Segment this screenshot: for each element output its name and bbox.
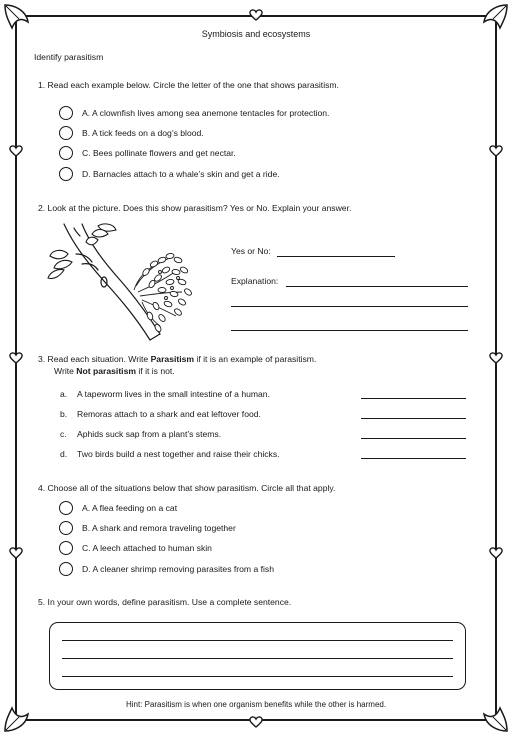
question-4-prompt: 4. Choose all of the situations below that show parasitism. Circle all that apply.: [38, 483, 336, 493]
corner-leaf-icon: [2, 2, 32, 32]
answer-circle-c[interactable]: [59, 146, 73, 160]
question-3-prompt: [38, 354, 316, 365]
explanation-label: Explanation:: [231, 276, 279, 286]
answer-circle-b[interactable]: [59, 521, 73, 535]
q1-option-d: D. Barnacles attach to a whale’s skin and get a ride.: [82, 169, 280, 179]
hint-text: Hint: Parasitism is when one organism benefits while the other is harmed.: [125, 700, 387, 709]
q3-answer-line[interactable]: [361, 398, 466, 399]
explanation-answer-line[interactable]: [231, 330, 468, 331]
q3-answer-line[interactable]: [361, 418, 466, 419]
heart-icon: [489, 145, 503, 157]
heart-icon: [9, 145, 23, 157]
yes-no-label: Yes or No:: [231, 246, 271, 256]
heart-icon: [249, 716, 263, 728]
q3-item-letter: a.: [60, 389, 68, 399]
definition-answer-line: [62, 658, 453, 659]
q3-prompt-keyword: Parasitism: [150, 354, 195, 364]
q3-answer-line[interactable]: [361, 458, 466, 459]
heart-icon: [489, 352, 503, 364]
q3-item-letter: d.: [60, 449, 68, 459]
answer-circle-d[interactable]: [59, 562, 73, 576]
q4-option-b: B. A shark and remora traveling together: [82, 523, 236, 533]
q3-prompt-text: Write: [54, 366, 77, 376]
corner-leaf-icon: [480, 2, 510, 32]
question-2-prompt: 2. Look at the picture. Does this show parasitism? Yes or No. Explain your answer.: [38, 203, 352, 213]
question-1-prompt: 1. Read each example below. Circle the letter of the one that shows parasitism.: [38, 80, 339, 90]
answer-circle-c[interactable]: [59, 541, 73, 555]
section-subtitle: Identify parasitism: [34, 52, 104, 62]
q3-item-text: Remoras attach to a shark and eat leftover food.: [77, 409, 261, 419]
q1-option-c: C. Bees pollinate flowers and get nectar.: [82, 148, 236, 158]
definition-answer-line: [62, 640, 453, 641]
q3-answer-line[interactable]: [361, 438, 466, 439]
definition-answer-box[interactable]: [49, 622, 466, 690]
q3-item-text: Two birds build a nest together and raise their chicks.: [77, 449, 280, 459]
q4-option-a: A. A flea feeding on a cat: [82, 503, 178, 513]
q4-option-d: D. A cleaner shrimp removing parasites from a fish: [82, 564, 275, 574]
heart-icon: [9, 547, 23, 559]
q3-item-letter: b.: [60, 409, 68, 419]
q3-prompt-text: 3. Read each situation. Write: [38, 354, 151, 364]
explanation-answer-line[interactable]: [231, 306, 468, 307]
q1-option-b: B. A tick feeds on a dog’s blood.: [82, 128, 204, 138]
q3-item-text: Aphids suck sap from a plant’s stems.: [77, 429, 222, 439]
heart-icon: [9, 352, 23, 364]
q3-prompt-text: if it is an example of parasitism.: [194, 354, 317, 364]
q4-option-c: C. A leech attached to human skin: [82, 543, 212, 553]
q3-item-letter: c.: [60, 429, 67, 439]
question-5-prompt: 5. In your own words, define parasitism. Use a complete sentence.: [38, 597, 292, 607]
question-3-prompt-line-2: [54, 366, 175, 377]
answer-circle-a[interactable]: [59, 501, 73, 515]
answer-circle-a[interactable]: [59, 106, 73, 120]
heart-icon: [489, 547, 503, 559]
answer-circle-d[interactable]: [59, 167, 73, 181]
page-title: Symbiosis and ecosystems: [201, 29, 311, 39]
q1-option-a: A. A clownfish lives among sea anemone tentacles for protection.: [82, 108, 330, 118]
heart-icon: [249, 9, 263, 21]
q3-prompt-text: if it is not.: [136, 366, 175, 376]
q3-prompt-keyword: Not parasitism: [76, 366, 136, 376]
explanation-answer-line[interactable]: [286, 286, 468, 287]
definition-answer-line: [62, 676, 453, 677]
tree-branch-with-mistletoe-icon: [42, 220, 222, 345]
yes-no-answer-line[interactable]: [277, 256, 395, 257]
q3-item-text: A tapeworm lives in the small intestine of a human.: [77, 389, 270, 399]
answer-circle-b[interactable]: [59, 126, 73, 140]
